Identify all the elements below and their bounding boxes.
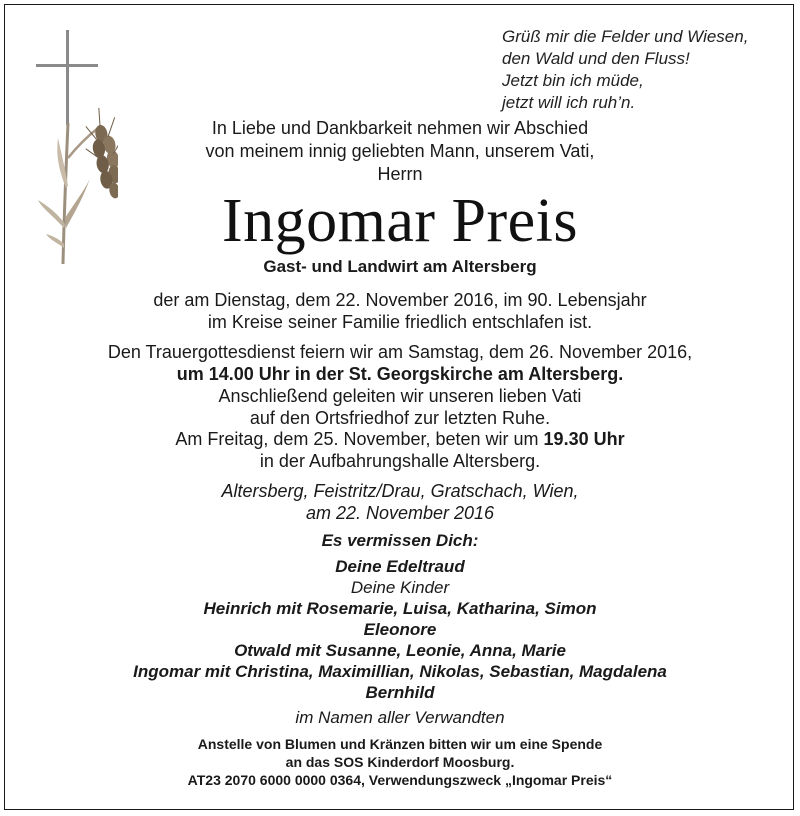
- poem: [502, 26, 792, 114]
- children-label: Deine Kinder: [350, 578, 450, 597]
- intro-line: Herrn: [377, 164, 423, 184]
- child-entry: Eleonore: [363, 620, 437, 639]
- poem-line: jetzt will ich ruh’n.: [502, 93, 636, 112]
- missed-heading: Es vermissen Dich:: [321, 531, 479, 550]
- place-date: [0, 480, 800, 524]
- funeral-line: auf den Ortsfriedhof zur letzten Ruhe.: [249, 408, 551, 428]
- donation-line: an das SOS Kinderdorf Moosburg.: [285, 754, 515, 770]
- funeral-time-location: um 14.00 Uhr in der St. Georgskirche am Altersberg.: [176, 364, 624, 384]
- death-paragraph: [0, 289, 800, 333]
- family-list: [0, 556, 800, 703]
- funeral-paragraph: [0, 341, 800, 429]
- deceased-name: Ingomar Preis: [221, 187, 579, 255]
- child-entry: Otwald mit Susanne, Leonie, Anna, Marie: [234, 641, 566, 660]
- intro-line: von meinem innig geliebten Mann, unserem Vati,: [205, 141, 595, 161]
- poem-line: den Wald und den Fluss!: [502, 49, 690, 68]
- child-entry: Bernhild: [365, 683, 435, 702]
- date-line: am 22. November 2016: [305, 503, 495, 523]
- funeral-line: Den Trauergottesdienst feiern wir am Samstag, dem 26. November 2016,: [107, 342, 693, 362]
- relatives-line: im Namen aller Verwandten: [295, 708, 505, 727]
- donation-line: Anstelle von Blumen und Kränzen bitten wir um eine Spende: [197, 736, 603, 752]
- poem-line: Grüß mir die Felder und Wiesen,: [502, 27, 749, 46]
- prayer-line: in der Aufbahrungshalle Altersberg.: [259, 451, 541, 471]
- occupation: Gast- und Landwirt am Altersberg: [263, 257, 537, 276]
- child-entry: Heinrich mit Rosemarie, Luisa, Katharina, Simon: [203, 599, 597, 618]
- death-line: der am Dienstag, dem 22. November 2016, im 90. Lebensjahr: [153, 290, 647, 310]
- prayer-paragraph: [0, 428, 800, 472]
- prayer-time: 19.30 Uhr: [543, 429, 625, 449]
- death-line: im Kreise seiner Familie friedlich entschlafen ist.: [207, 312, 593, 332]
- place-line: Altersberg, Feistritz/Drau, Gratschach, Wien,: [221, 481, 579, 501]
- intro-text: [0, 117, 800, 186]
- poem-line: Jetzt bin ich müde,: [502, 71, 644, 90]
- donation-iban: AT23 2070 6000 0000 0364, Verwendungszweck „Ingomar Preis“: [187, 772, 613, 788]
- prayer-line: [0, 428, 800, 450]
- prayer-text: Am Freitag, dem 25. November, beten wir um: [175, 429, 544, 449]
- child-entry: Ingomar mit Christina, Maximillian, Nikolas, Sebastian, Magdalena: [133, 662, 667, 681]
- wife-name: Deine Edeltraud: [335, 557, 465, 576]
- funeral-line: Anschließend geleiten wir unseren lieben Vati: [218, 386, 582, 406]
- intro-line: In Liebe und Dankbarkeit nehmen wir Abschied: [211, 118, 589, 138]
- donation-note: [0, 735, 800, 789]
